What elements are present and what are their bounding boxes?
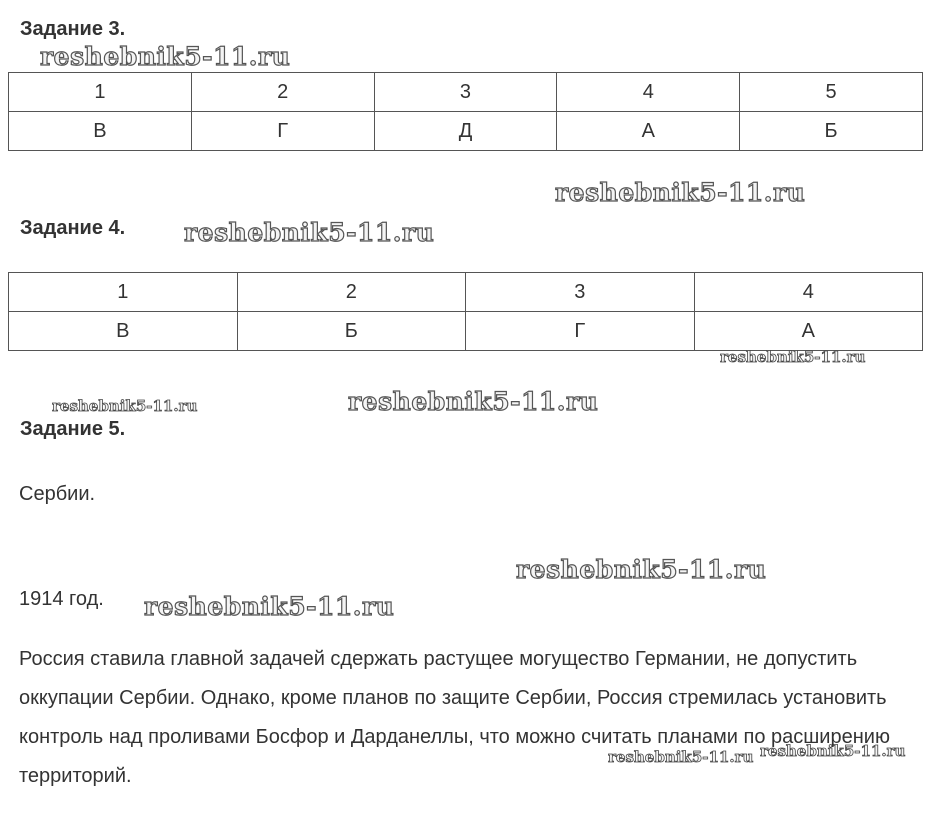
watermark: reshebnik5-11.ru (555, 178, 806, 207)
task3-answers-row (9, 112, 923, 151)
task3-heading: Задание 3. (20, 18, 126, 40)
task3-number-cell: 2 (191, 73, 374, 112)
task4-answers-row (9, 312, 923, 351)
task4-table (8, 272, 923, 351)
task4-number-cell: 4 (694, 273, 923, 312)
task3-answer-cell: В (9, 112, 192, 151)
task3-number-cell: 4 (557, 73, 740, 112)
watermark: reshebnik5-11.ru (608, 748, 754, 766)
task3-answer-cell: Г (191, 112, 374, 151)
task5-answer-1: Сербии. (19, 483, 96, 505)
watermark: reshebnik5-11.ru (144, 592, 395, 621)
watermark: reshebnik5-11.ru (348, 387, 599, 416)
task5-paragraph: Россия ставила главной задачей сдержать растущее могущество Германии, не допустить оккупации Сербии. Однако, кроме планов по защите Сербии, Россия стремилась установить контроль над проливами Босфор и Дарданеллы, что можно считать планами по расширению территорий. (19, 648, 890, 787)
task4-numbers-row (9, 273, 923, 312)
task4-answer-cell: В (9, 312, 238, 351)
task3-answer-cell: Д (374, 112, 557, 151)
task3-answer-cell: Б (740, 112, 923, 151)
task4-number-cell: 2 (237, 273, 466, 312)
task3-numbers-row (9, 73, 923, 112)
watermark: reshebnik5-11.ru (40, 42, 291, 71)
task5-heading: Задание 5. (20, 418, 126, 440)
task3-number-cell: 3 (374, 73, 557, 112)
task3-table (8, 72, 923, 151)
task4-answer-cell: Г (466, 312, 695, 351)
task3-number-cell: 5 (740, 73, 923, 112)
watermark: reshebnik5-11.ru (52, 397, 198, 415)
task4-answer-cell: А (694, 312, 923, 351)
watermark: reshebnik5-11.ru (516, 555, 767, 584)
task3-number-cell: 1 (9, 73, 192, 112)
watermark: reshebnik5-11.ru (184, 218, 435, 247)
task3-answer-cell: А (557, 112, 740, 151)
task5-answer-2: 1914 год. (19, 588, 104, 610)
task4-heading: Задание 4. (20, 217, 126, 239)
task4-number-cell: 1 (9, 273, 238, 312)
watermark: reshebnik5-11.ru (760, 742, 906, 760)
task4-number-cell: 3 (466, 273, 695, 312)
task4-answer-cell: Б (237, 312, 466, 351)
watermark: reshebnik5-11.ru (720, 348, 866, 366)
